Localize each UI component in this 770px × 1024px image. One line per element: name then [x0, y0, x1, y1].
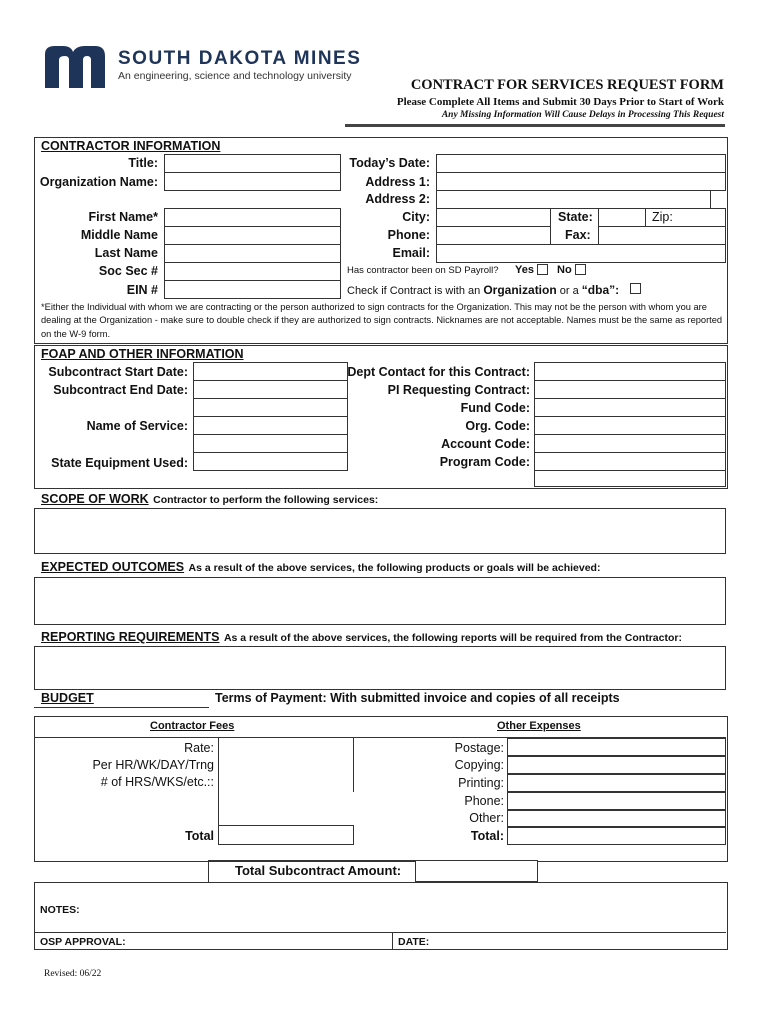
- scope-field[interactable]: [34, 508, 726, 554]
- service-field-2[interactable]: [193, 416, 348, 435]
- equip-label: State Equipment Used:: [51, 456, 188, 470]
- other-exp-label: Other:: [469, 811, 504, 825]
- ein-label: EIN #: [126, 283, 158, 297]
- contractor-section-title: CONTRACTOR INFORMATION: [41, 139, 221, 153]
- approval-date-label: DATE:: [398, 936, 430, 948]
- payroll-yes-label: Yes: [515, 264, 534, 276]
- address1-field[interactable]: [436, 172, 726, 191]
- fees-total-label: Total: [185, 829, 214, 843]
- phone-label: Phone:: [387, 228, 430, 242]
- phone-exp-label: Phone:: [464, 794, 504, 808]
- ssn-field[interactable]: [164, 262, 341, 281]
- payroll-no-label: No: [557, 264, 572, 276]
- scope-header: [41, 490, 378, 508]
- approval-divider: [392, 932, 393, 949]
- osp-approval-field[interactable]: [130, 933, 390, 948]
- approval-date-field[interactable]: [440, 933, 720, 948]
- form-title: CONTRACT FOR SERVICES REQUEST FORM: [410, 77, 724, 93]
- org-field[interactable]: [164, 172, 341, 191]
- service-field-1[interactable]: [193, 398, 348, 417]
- per-field[interactable]: [218, 756, 354, 774]
- per-label: Per HR/WK/DAY/Trng: [92, 758, 214, 772]
- other-expenses-title: Other Expenses: [497, 720, 581, 732]
- contractor-fees-title: Contractor Fees: [150, 720, 235, 732]
- org-code-label: Org. Code:: [465, 419, 530, 433]
- dept-contact-field[interactable]: [534, 362, 726, 381]
- fax-label: Fax:: [565, 228, 591, 242]
- phone-exp-field[interactable]: [507, 792, 726, 810]
- zip-field[interactable]: [674, 208, 726, 227]
- state-label: State:: [558, 210, 593, 224]
- outcomes-title: EXPECTED OUTCOMES: [41, 560, 185, 574]
- total-subcontract-field[interactable]: [415, 860, 538, 882]
- postage-label: Postage:: [454, 741, 504, 755]
- form-subtitle: Please Complete All Items and Submit 30 Days Prior to Start of Work: [396, 96, 724, 108]
- dept-contact-label: Dept Contact for this Contract:: [347, 365, 530, 379]
- scope-title: SCOPE OF WORK: [41, 492, 149, 506]
- fund-code-field[interactable]: [534, 398, 726, 417]
- equip-field[interactable]: [193, 452, 348, 471]
- first-name-label: First Name*: [88, 210, 158, 224]
- reporting-field[interactable]: [34, 646, 726, 690]
- date-field[interactable]: [436, 154, 726, 173]
- budget-title: BUDGET: [41, 691, 94, 705]
- ein-field[interactable]: [164, 280, 341, 299]
- first-name-field[interactable]: [164, 208, 341, 227]
- end-date-label: Subcontract End Date:: [53, 383, 188, 397]
- zip-label: Zip:: [652, 210, 673, 224]
- reporting-title: REPORTING REQUIREMENTS: [41, 630, 220, 644]
- address1-label: Address 1:: [365, 175, 430, 189]
- foap-section-title: FOAP AND OTHER INFORMATION: [41, 347, 244, 361]
- service-label: Name of Service:: [86, 419, 188, 433]
- phone-field[interactable]: [436, 226, 551, 245]
- fund-code-label: Fund Code:: [460, 401, 530, 415]
- dba-or: or a: [559, 285, 579, 297]
- account-code-label: Account Code:: [441, 437, 530, 451]
- reporting-header: [41, 628, 682, 646]
- copying-field[interactable]: [507, 756, 726, 774]
- num-label: # of HRS/WKS/etc.::: [100, 775, 214, 789]
- terms-of-payment: Terms of Payment: With submitted invoice and copies of all receipts: [215, 691, 620, 705]
- num-field[interactable]: [218, 774, 354, 792]
- exp-total-label: Total:: [470, 829, 504, 843]
- middle-name-field[interactable]: [164, 226, 341, 245]
- postage-field[interactable]: [507, 738, 726, 756]
- title-field[interactable]: [164, 154, 341, 173]
- logo: [43, 44, 107, 95]
- city-label: City:: [402, 210, 430, 224]
- title-label: Title:: [128, 156, 158, 170]
- revised-date: Revised: 06/22: [44, 969, 102, 979]
- state-field[interactable]: [598, 208, 646, 227]
- rate-label: Rate:: [184, 741, 214, 755]
- dba-checkbox[interactable]: [630, 283, 641, 294]
- date-label: Today’s Date:: [349, 156, 430, 170]
- contractor-footnote: *Either the Individual with whom we are contracting or the person authorized to sign contracts for the Organization. This may not be the person with whom you are dealing at the Organization - make sure to double check if they are authorized to sign contracts. Nicknames are not acceptable. Names must be the same as reported on the W-9 form.: [41, 302, 723, 339]
- service-field-3[interactable]: [193, 434, 348, 453]
- dba-line: [347, 283, 619, 297]
- program-code-label: Program Code:: [439, 455, 530, 469]
- payroll-yes-checkbox[interactable]: [537, 264, 548, 275]
- notes-field[interactable]: [100, 896, 720, 926]
- pi-label: PI Requesting Contract:: [387, 383, 530, 397]
- form-warning: Any Missing Information Will Cause Delays in Processing This Request: [441, 110, 724, 120]
- logo-tagline: An engineering, science and technology university: [118, 70, 352, 82]
- exp-total-field[interactable]: [507, 827, 726, 845]
- org-label: Organization Name:: [39, 175, 158, 189]
- dba-pre: Check if Contract is with an: [347, 285, 481, 297]
- address2-label: Address 2:: [365, 192, 430, 206]
- mines-logo-icon: [43, 44, 107, 90]
- outcomes-header: [41, 558, 600, 576]
- start-date-label: Subcontract Start Date:: [48, 365, 188, 379]
- outcomes-field[interactable]: [34, 577, 726, 625]
- printing-label: Printing:: [458, 776, 504, 790]
- payroll-question: Has contractor been on SD Payroll?: [347, 265, 499, 276]
- start-date-field[interactable]: [193, 362, 348, 381]
- ssn-label: Soc Sec #: [98, 264, 158, 278]
- address2-field[interactable]: [436, 190, 711, 209]
- email-label: Email:: [392, 246, 430, 260]
- reporting-desc: As a result of the above services, the following reports will be required from the Contractor:: [223, 632, 682, 644]
- dba-org: Organization: [483, 283, 557, 297]
- foap-extra-field[interactable]: [534, 470, 726, 487]
- pi-field[interactable]: [534, 380, 726, 399]
- osp-approval-label: OSP APPROVAL:: [40, 936, 126, 948]
- fax-field[interactable]: [598, 226, 726, 245]
- fees-total-field[interactable]: [218, 825, 354, 845]
- budget-title-underline: [34, 707, 209, 708]
- printing-field[interactable]: [507, 774, 726, 792]
- last-name-field[interactable]: [164, 244, 341, 263]
- middle-name-label: Middle Name: [80, 228, 158, 242]
- rate-field[interactable]: [218, 738, 354, 756]
- dba-dba: “dba”:: [581, 283, 620, 297]
- scope-desc: Contractor to perform the following services:: [153, 494, 379, 506]
- program-code-field[interactable]: [534, 452, 726, 471]
- total-subcontract-label: Total Subcontract Amount:: [235, 863, 402, 878]
- email-field[interactable]: [436, 244, 726, 263]
- logo-name: SOUTH DAKOTA MINES: [118, 48, 362, 69]
- header-rule: [345, 124, 725, 127]
- account-code-field[interactable]: [534, 434, 726, 453]
- end-date-field[interactable]: [193, 380, 348, 399]
- payroll-no-checkbox[interactable]: [575, 264, 586, 275]
- outcomes-desc: As a result of the above services, the following products or goals will be achieved:: [188, 562, 601, 574]
- last-name-label: Last Name: [94, 246, 158, 260]
- notes-label: NOTES:: [40, 904, 80, 916]
- city-field[interactable]: [436, 208, 551, 227]
- copying-label: Copying:: [454, 758, 504, 772]
- other-exp-field[interactable]: [507, 810, 726, 827]
- org-code-field[interactable]: [534, 416, 726, 435]
